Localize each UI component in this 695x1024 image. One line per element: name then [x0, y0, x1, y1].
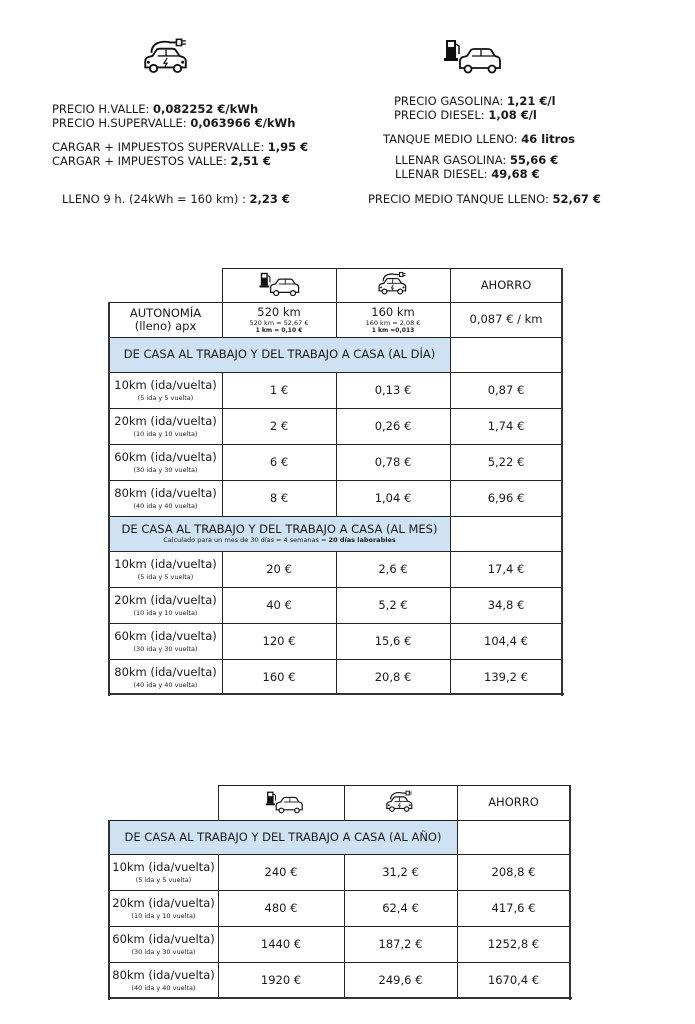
row-gas-cost: 6 € — [269, 454, 289, 469]
row-ev-cost: 0,26 € — [374, 418, 412, 433]
grid-line — [109, 926, 570, 927]
row-gas-cost: 40 € — [266, 597, 292, 612]
row-label — [109, 623, 222, 659]
row-label-text: 10km (ida/vuelta) — [112, 859, 215, 874]
row-label — [109, 890, 218, 926]
lleno-cost: LLENO 9 h. (24kWh = 160 km) : 2,23 € — [62, 192, 290, 206]
grid-line — [222, 268, 562, 269]
ahorro-header: AHORRO — [480, 277, 532, 292]
grid-line — [222, 551, 223, 694]
row-label — [109, 444, 222, 480]
table-shadow — [561, 268, 563, 696]
row-saving: 6,96 € — [487, 490, 525, 505]
row-label-text: 10km (ida/vuelta) — [114, 377, 217, 392]
row-gas-cost: 8 € — [269, 490, 289, 505]
row-gas-cost: 240 € — [264, 864, 298, 879]
row-saving: 1670,4 € — [487, 972, 540, 987]
grid-line — [109, 890, 570, 891]
grid-line — [222, 268, 223, 337]
row-label-sub: (30 ida y 30 vuelta) — [133, 644, 198, 653]
row-ev-cost: 15,6 € — [374, 633, 412, 648]
row-saving: 34,8 € — [487, 597, 525, 612]
row-saving: 1,74 € — [487, 418, 525, 433]
autonomia-ev: 160 km 160 km = 2,08 € 1 km =0,013 — [365, 304, 421, 334]
row-saving: 1252,8 € — [487, 936, 540, 951]
diesel-price: PRECIO DIESEL: 1,08 €/l — [394, 108, 537, 122]
row-label — [109, 854, 218, 890]
row-label-sub: (5 ida y 5 vuelta) — [137, 393, 194, 402]
section-header-day: DE CASA AL TRABAJO Y DEL TRABAJO A CASA (AL DÍA) — [109, 337, 450, 372]
row-ev-cost: 62,4 € — [382, 900, 419, 915]
row-gas-cost: 1440 € — [260, 936, 302, 951]
row-ev-cost: 0,13 € — [374, 382, 412, 397]
grid-line — [109, 820, 570, 821]
row-label-sub: (30 ida y 30 vuelta) — [131, 947, 196, 956]
row-label-text: 60km (ida/vuelta) — [114, 449, 217, 464]
fuel-car-icon — [263, 789, 305, 815]
electric-car-icon — [375, 270, 409, 298]
row-saving: 208,8 € — [491, 864, 536, 879]
row-ev-cost: 5,2 € — [378, 597, 408, 612]
row-gas-cost: 480 € — [264, 900, 298, 915]
row-gas-cost: 20 € — [266, 561, 292, 576]
row-gas-cost: 160 € — [262, 669, 296, 684]
grid-line — [218, 854, 219, 998]
section-header-year: DE CASA AL TRABAJO Y DEL TRABAJO A CASA (AL AÑO) — [109, 820, 457, 854]
row-label-text: 10km (ida/vuelta) — [114, 556, 217, 571]
row-saving: 5,22 € — [487, 454, 525, 469]
section-header-month: DE CASA AL TRABAJO Y DEL TRABAJO A CASA (AL MES) Calculado para un mes de 30 días = 4 semanas = 20 días laborables — [109, 516, 450, 551]
grid-line — [109, 962, 570, 963]
gasolina-price: PRECIO GASOLINA: 1,21 €/l — [394, 94, 556, 108]
autonomia-gas: 520 km 520 km = 52,67 € 1 km = 0,10 € — [249, 304, 309, 334]
table-shadow — [108, 302, 110, 696]
tanque-medio: TANQUE MEDIO LLENO: 46 litros — [383, 132, 576, 146]
row-ev-cost: 1,04 € — [374, 490, 412, 505]
llenar-diesel: LLENAR DIESEL: 49,68 € — [395, 167, 540, 181]
cargar-supervalle: CARGAR + IMPUESTOS SUPERVALLE: 1,95 € — [52, 140, 309, 154]
grid-line — [109, 854, 570, 855]
table-shadow — [108, 820, 110, 1000]
precio-medio-tanque: PRECIO MEDIO TANQUE LLENO: 52,67 € — [368, 192, 601, 206]
ahorro-per-km: 0,087 € / km — [469, 312, 543, 326]
cargar-valle: CARGAR + IMPUESTOS VALLE: 2,51 € — [52, 154, 271, 168]
grid-line — [344, 785, 345, 820]
fuel-car-icon — [442, 36, 502, 76]
row-label-sub: (10 ida y 10 vuelta) — [131, 911, 196, 920]
row-gas-cost: 2 € — [269, 418, 289, 433]
grid-line — [336, 268, 337, 337]
grid-line — [222, 372, 223, 516]
row-label-text: 80km (ida/vuelta) — [114, 485, 217, 500]
row-label-text: 20km (ida/vuelta) — [114, 592, 217, 607]
grid-line — [218, 785, 570, 786]
row-label — [109, 408, 222, 444]
grid-line — [336, 372, 337, 516]
row-label-sub: (40 ida y 40 vuelta) — [133, 680, 198, 689]
row-label-sub: (40 ida y 40 vuelta) — [133, 501, 198, 510]
row-saving: 17,4 € — [487, 561, 525, 576]
row-ev-cost: 0,78 € — [374, 454, 412, 469]
row-label — [109, 480, 222, 516]
row-label — [109, 372, 222, 408]
row-label — [109, 962, 218, 998]
row-saving: 417,6 € — [491, 900, 536, 915]
electric-car-icon — [383, 788, 415, 816]
table-shadow — [109, 693, 564, 695]
llenar-gasolina: LLENAR GASOLINA: 55,66 € — [395, 153, 559, 167]
grid-line — [109, 337, 562, 338]
row-label-text: 60km (ida/vuelta) — [114, 628, 217, 643]
row-gas-cost: 120 € — [262, 633, 296, 648]
row-label — [109, 551, 222, 587]
table-shadow — [569, 785, 571, 1000]
autonomia-label: AUTONOMÍA (lleno) apx — [129, 305, 202, 333]
electric-car-icon — [139, 36, 191, 78]
table-shadow — [109, 997, 572, 999]
row-label-text: 20km (ida/vuelta) — [114, 413, 217, 428]
row-label-sub: (40 ida y 40 vuelta) — [131, 983, 196, 992]
row-label-sub: (10 ida y 10 vuelta) — [133, 429, 198, 438]
supervalle-price: PRECIO H.SUPERVALLE: 0,063966 €/kWh — [52, 116, 296, 130]
row-saving: 0,87 € — [487, 382, 525, 397]
row-label-text: 20km (ida/vuelta) — [112, 895, 215, 910]
valle-price: PRECIO H.VALLE: 0,082252 €/kWh — [52, 102, 259, 116]
row-label-text: 80km (ida/vuelta) — [112, 967, 215, 982]
row-ev-cost: 20,8 € — [374, 669, 412, 684]
grid-line — [109, 516, 562, 517]
row-label-sub: (30 ida y 30 vuelta) — [133, 465, 198, 474]
grid-line — [336, 551, 337, 694]
row-label — [109, 659, 222, 695]
row-ev-cost: 249,6 € — [378, 972, 423, 987]
row-label-sub: (5 ida y 5 vuelta) — [135, 875, 192, 884]
row-label — [109, 926, 218, 962]
row-label-sub: (5 ida y 5 vuelta) — [137, 572, 194, 581]
row-label-text: 80km (ida/vuelta) — [114, 664, 217, 679]
row-ev-cost: 187,2 € — [378, 936, 423, 951]
grid-line — [450, 268, 451, 694]
grid-line — [218, 785, 219, 820]
row-saving: 139,2 € — [484, 669, 528, 684]
ahorro-header-year: AHORRO — [488, 795, 539, 809]
row-label — [109, 587, 222, 623]
row-label-sub: (10 ida y 10 vuelta) — [133, 608, 198, 617]
row-gas-cost: 1 € — [269, 382, 289, 397]
grid-line — [457, 785, 458, 998]
row-ev-cost: 2,6 € — [378, 561, 408, 576]
grid-line — [344, 854, 345, 998]
fuel-car-icon — [258, 270, 300, 298]
row-saving: 104,4 € — [484, 633, 528, 648]
row-label-text: 60km (ida/vuelta) — [112, 931, 215, 946]
row-gas-cost: 1920 € — [260, 972, 302, 987]
row-ev-cost: 31,2 € — [382, 864, 419, 879]
